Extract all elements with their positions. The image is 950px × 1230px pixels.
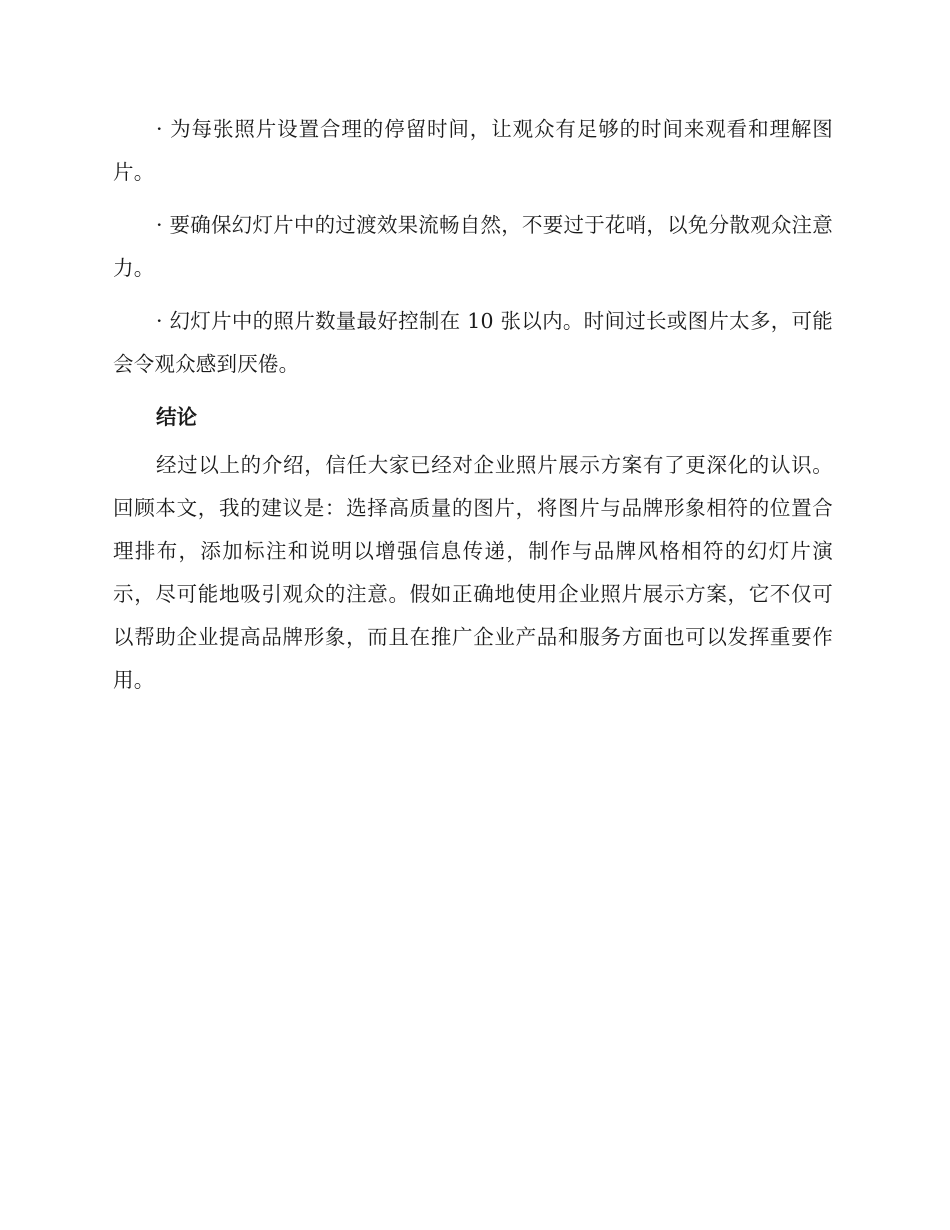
bullet-photo-count: · 幻灯片中的照片数量最好控制在 10 张以内。时间过长或图片太多，可能会令观众感到厌倦。 [113, 309, 833, 376]
bullet-dwell-time: · 为每张照片设置合理的停留时间，让观众有足够的时间来观看和理解图片。 [113, 117, 833, 184]
document-page [113, 108, 833, 702]
conclusion-heading: 结论 [156, 405, 197, 429]
conclusion-body: 经过以上的介绍，信任大家已经对企业照片展示方案有了更深化的认识。回顾本文，我的建议是：选择高质量的图片，将图片与品牌形象相符的位置合理排布，添加标注和说明以增强信息传递，制作与品牌风格相符的幻灯片演示，尽可能地吸引观众的注意。假如正确地使用企业照片展示方案，它不仅可以帮助企业提高品牌形象，而且在推广企业产品和服务方面也可以发挥重要作用。 [113, 453, 833, 692]
bullet-transitions: · 要确保幻灯片中的过渡效果流畅自然，不要过于花哨，以免分散观众注意力。 [113, 213, 833, 280]
